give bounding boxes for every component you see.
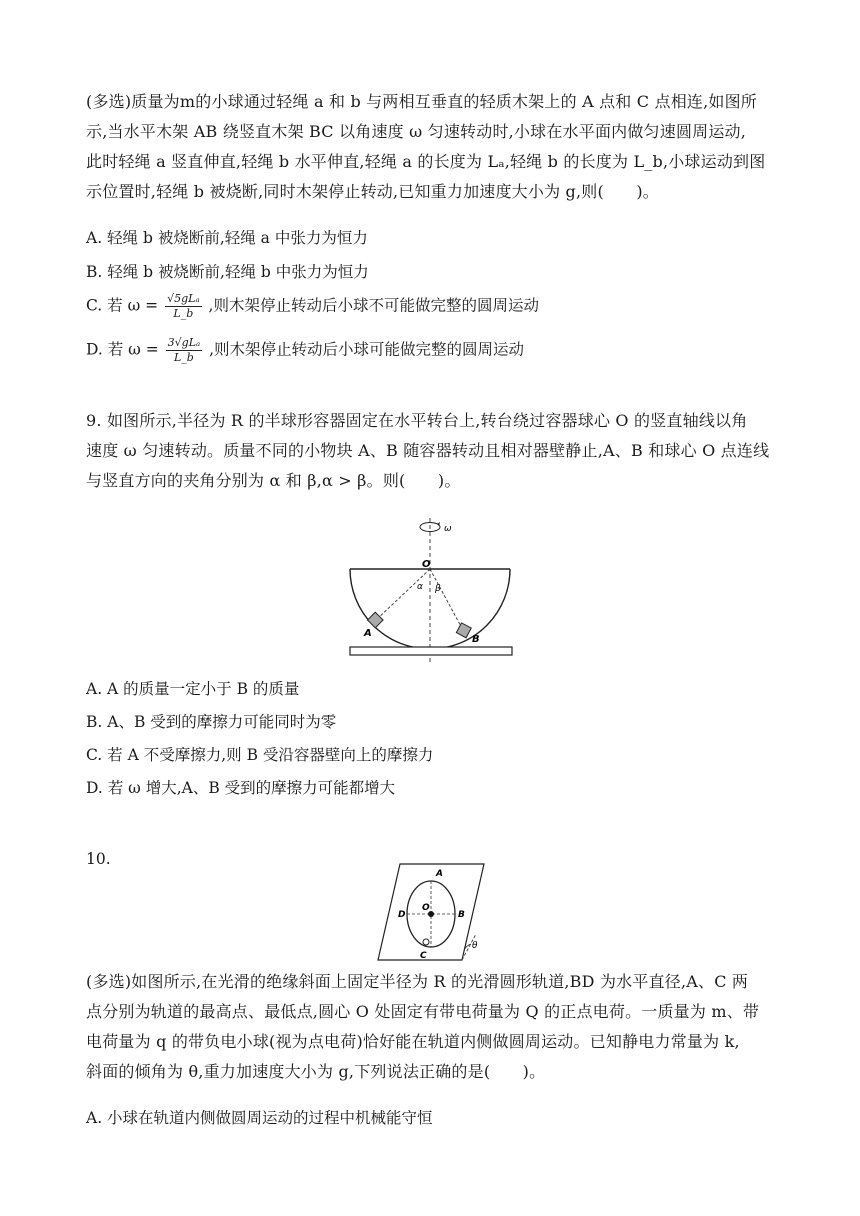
q9-option-a: A. A 的质量一定小于 B 的质量 [86, 680, 300, 698]
q8-option-c-prefix: C. 若 ω = [86, 296, 159, 315]
point-c-label: C [420, 951, 427, 961]
point-d-label: D [398, 910, 406, 920]
radius-oa [376, 569, 430, 620]
fraction-denominator: L_b [173, 307, 194, 320]
q9-stem [86, 406, 776, 496]
q8-option-a: A. 轻绳 b 被烧断前,轻绳 a 中张力为恒力 [86, 229, 368, 247]
q8-option-c-suffix: ,则木架停止转动后小球不可能做完整的圆周运动 [208, 296, 539, 315]
q8-option-d [86, 336, 524, 365]
q10-stem-line: 电荷量为 q 的带负电小球(视为点电荷)恰好能在轨道内侧做圆周运动。已知静电力常量为 k, [86, 1032, 740, 1051]
q9-hemisphere-figure [340, 516, 520, 662]
q8-stem-line: 示,当水平木架 AB 绕竖直木架 BC 以角速度 ω 匀速转动时,小球在水平面内做匀速圆周运动, [86, 122, 747, 141]
q10-stem-line: 点分别为轨道的最高点、最低点,圆心 O 处固定有带电荷量为 Q 的正点电荷。一质量为 m、带 [86, 1002, 760, 1021]
q10-option-a: A. 小球在轨道内侧做圆周运动的过程中机械能守恒 [86, 1109, 433, 1127]
fraction-denominator: L_b [173, 351, 194, 364]
q8-option-b: B. 轻绳 b 被烧断前,轻绳 b 中张力为恒力 [86, 263, 369, 281]
q8-option-d-suffix: ,则木架停止转动后小球可能做完整的圆周运动 [209, 340, 525, 359]
q10-number: 10. [86, 850, 111, 868]
omega-label: ω [444, 524, 452, 534]
center-o-label: O [422, 903, 430, 913]
alpha-label: α [417, 582, 423, 592]
q8-stem [86, 87, 776, 207]
block-a-label: A [364, 628, 372, 639]
q9-option-c: C. 若 A 不受摩擦力,则 B 受沿容器壁向上的摩擦力 [86, 746, 434, 764]
q10-stem-line: 斜面的倾角为 θ,重力加速度大小为 g,下列说法正确的是( )。 [86, 1062, 546, 1081]
q8-stem-line: (多选)质量为m的小球通过轻绳 a 和 b 与两相互垂直的轻质木架上的 A 点和 C 点相连,如图所 [86, 92, 758, 111]
q8-option-c-fraction [165, 292, 201, 321]
q9-option-b: B. A、B 受到的摩擦力可能同时为零 [86, 713, 337, 731]
radius-ob [430, 569, 464, 632]
q9-option-d: D. 若 ω 增大,A、B 受到的摩擦力可能都增大 [86, 779, 396, 797]
fraction-numerator: 3√gLₐ [167, 336, 201, 349]
q8-option-c [86, 292, 539, 321]
q10-incline-figure [376, 862, 492, 964]
block-b [456, 623, 471, 638]
q8-option-d-fraction [166, 336, 202, 365]
turntable [350, 647, 512, 655]
q8-stem-line: 示位置时,轻绳 b 被烧断,同时木架停止转动,已知重力加速度大小为 g,则( )。 [86, 182, 659, 201]
q9-stem-line: 速度 ω 匀速转动。质量不同的小物块 A、B 随容器转动且相对器壁静止,A、B 和球心 O 点连线 [86, 441, 770, 460]
center-o-label: O [422, 559, 431, 570]
theta-label: θ [472, 941, 478, 951]
point-a-label: A [436, 869, 443, 879]
charged-ball [423, 939, 429, 945]
q10-stem [86, 967, 776, 1087]
q9-stem-line: 与竖直方向的夹角分别为 α 和 β,α > β。则( )。 [86, 471, 461, 490]
point-b-label: B [458, 910, 465, 920]
block-b-label: B [472, 634, 480, 645]
fraction-numerator: √5gLₐ [167, 292, 200, 305]
block-a [368, 612, 384, 628]
q8-option-d-prefix: D. 若 ω = [86, 340, 159, 359]
beta-label: β [435, 584, 441, 594]
q8-stem-line: 此时轻绳 a 竖直伸直,轻绳 b 水平伸直,轻绳 a 的长度为 Lₐ,轻绳 b 的长度为 L_b,小球运动到图 [86, 152, 766, 171]
q10-stem-line: (多选)如图所示,在光滑的绝缘斜面上固定半径为 R 的光滑圆形轨道,BD 为水平直径,A、C 两 [86, 972, 749, 991]
q9-stem-line: 9. 如图所示,半径为 R 的半球形容器固定在水平转台上,转台绕过容器球心 O 的竖直轴线以角 [86, 411, 748, 430]
